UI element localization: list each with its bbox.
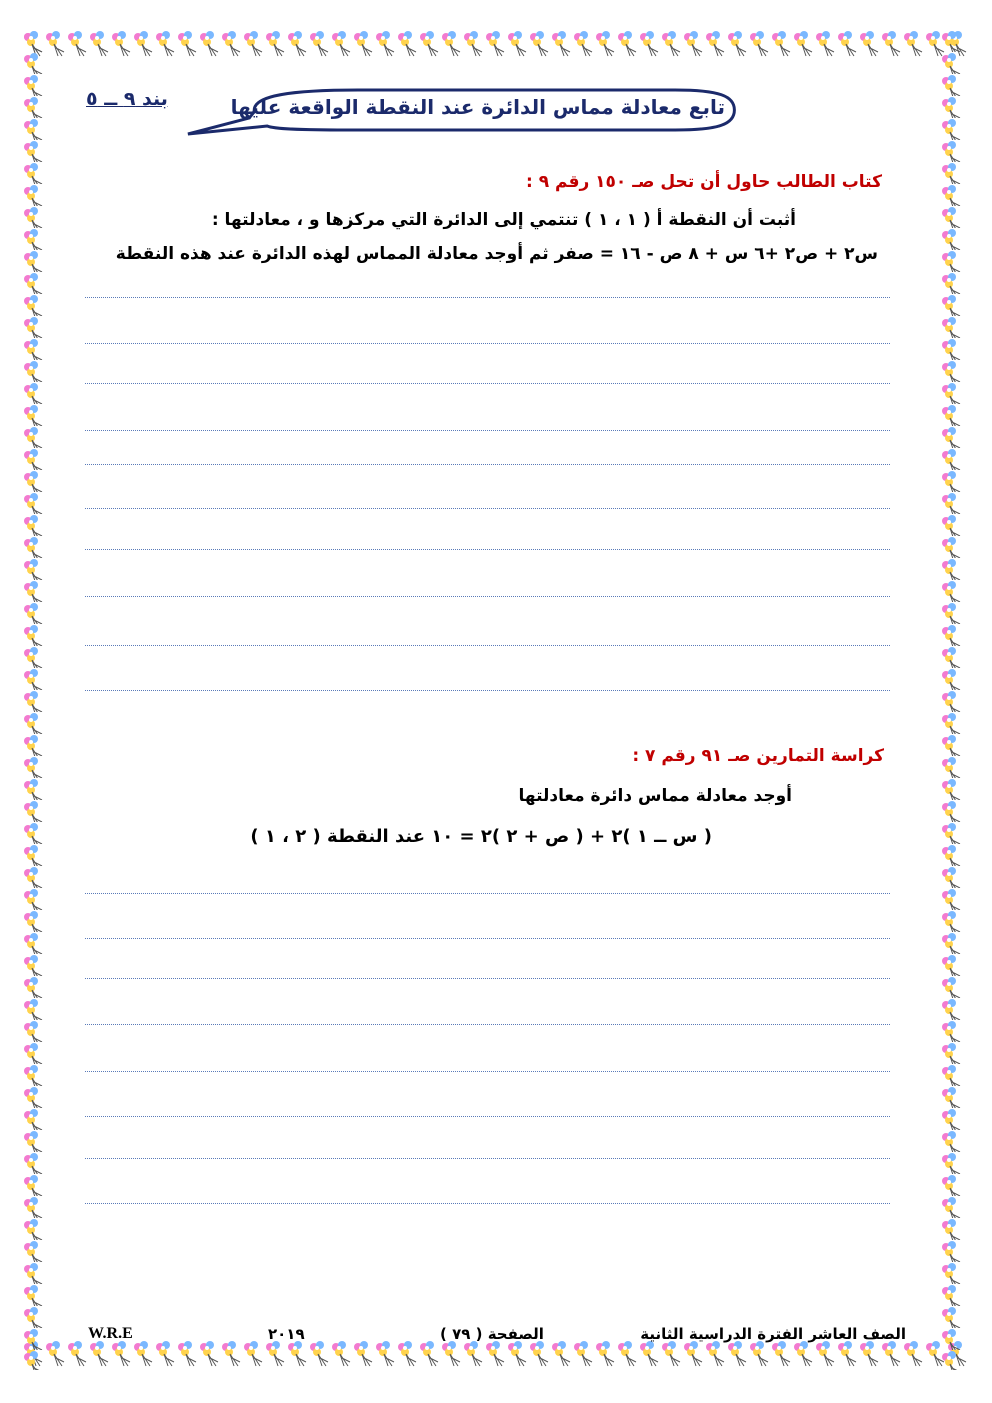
footer-page-number: الصفحة ( ٧٩ )	[440, 1325, 544, 1343]
border-bottom	[22, 1340, 970, 1370]
section2-heading: كراسة التمارين صـ ٩١ رقم ٧ :	[632, 746, 884, 766]
band-label: بند ٩ ــ ٥	[86, 88, 168, 110]
answer-line[interactable]	[85, 645, 890, 646]
border-top	[22, 30, 970, 60]
answer-line[interactable]	[85, 1158, 890, 1159]
answer-line[interactable]	[85, 297, 890, 298]
footer-course: الصف العاشر الفترة الدراسية الثانية	[640, 1325, 906, 1343]
answer-line[interactable]	[85, 430, 890, 431]
answer-line[interactable]	[85, 978, 890, 979]
answer-line[interactable]	[85, 1116, 890, 1117]
footer-initials: W.R.E	[88, 1325, 133, 1342]
border-left	[22, 30, 52, 1370]
section1-heading: كتاب الطالب حاول أن تحل صـ ١٥٠ رقم ٩ :	[525, 172, 882, 192]
page-title: تابع معادلة مماس الدائرة عند النقطة الواقعة عليها	[230, 95, 725, 119]
answer-line[interactable]	[85, 343, 890, 344]
section2-equation: ( س ــ ١ )٢ + ( ص + ٢ )٢ = ١٠ عند النقطة ( ٢ ، ١ )	[250, 826, 712, 847]
answer-line[interactable]	[85, 1071, 890, 1072]
section2-line1: أوجد معادلة مماس دائرة معادلتها	[518, 786, 792, 806]
answer-line[interactable]	[85, 549, 890, 550]
answer-line[interactable]	[85, 464, 890, 465]
answer-line[interactable]	[85, 938, 890, 939]
answer-line[interactable]	[85, 893, 890, 894]
answer-line[interactable]	[85, 690, 890, 691]
answer-line[interactable]	[85, 1203, 890, 1204]
border-right	[940, 30, 970, 1370]
footer-year: ٢٠١٩	[268, 1325, 305, 1343]
answer-line[interactable]	[85, 596, 890, 597]
section1-line2: س٢ + ص٢ +٦ س + ٨ ص - ١٦ = صفر ثم أوجد معادلة المماس لهذه الدائرة عند هذه النقطة	[115, 244, 878, 264]
answer-line[interactable]	[85, 383, 890, 384]
section1-line1: أثبت أن النقطة أ ( ١ ، ١ ) تنتمي إلى الدائرة التي مركزها و ، معادلتها :	[211, 210, 796, 230]
answer-line[interactable]	[85, 508, 890, 509]
answer-line[interactable]	[85, 1024, 890, 1025]
